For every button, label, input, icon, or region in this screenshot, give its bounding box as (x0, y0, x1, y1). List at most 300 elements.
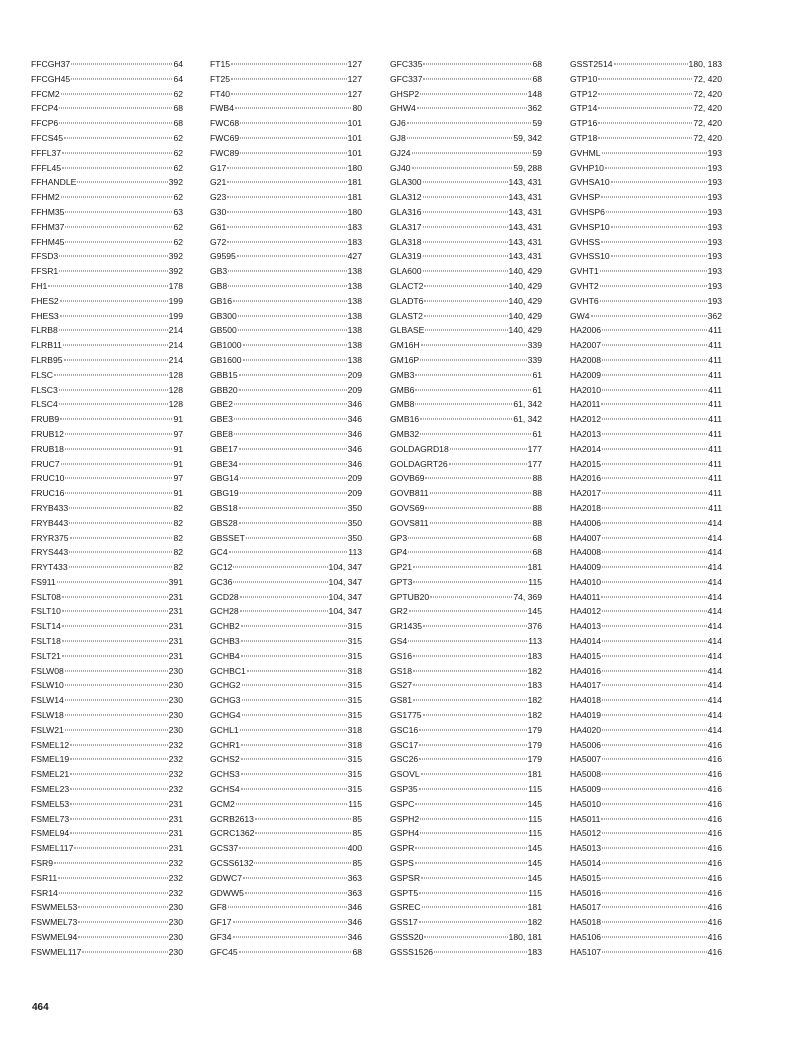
dot-leader (600, 271, 707, 272)
index-entry (210, 516, 362, 531)
index-entry (390, 442, 542, 457)
entry-page: 363 (347, 872, 362, 883)
entry-page: 59 (532, 147, 542, 158)
dot-leader (62, 626, 168, 627)
entry-page: 230 (168, 946, 183, 957)
index-entry (210, 871, 362, 886)
dot-leader (425, 478, 531, 479)
index-entry (210, 309, 362, 324)
entry-code: HA4009 (570, 562, 602, 573)
dot-leader (602, 611, 707, 612)
entry-page: 392 (168, 177, 183, 188)
entry-page: 411 (708, 384, 722, 395)
entry-page: 62 (173, 236, 183, 247)
dot-leader (70, 537, 173, 538)
entry-code: GCHG4 (210, 710, 241, 721)
dot-leader (60, 315, 168, 316)
entry-page: 182 (527, 710, 542, 721)
entry-page: 231 (168, 591, 183, 602)
index-entry (31, 397, 183, 412)
dot-leader (450, 448, 527, 449)
entry-page: 138 (347, 266, 362, 277)
dot-leader (611, 256, 707, 257)
entry-code: GVHSS10 (570, 251, 610, 262)
entry-code: GVHSP10 (570, 221, 610, 232)
index-entry (570, 323, 722, 338)
dot-leader (602, 789, 707, 790)
entry-page: 180, 183 (688, 59, 722, 69)
entry-page: 181 (347, 177, 362, 188)
index-entry (31, 353, 183, 368)
entry-page: 414 (707, 680, 722, 691)
entry-code: HA4020 (570, 724, 602, 735)
dot-leader (424, 300, 507, 301)
entry-code: GOLDAGRT26 (390, 458, 448, 469)
dot-leader (231, 93, 347, 94)
dot-leader (602, 937, 707, 938)
index-entry (570, 516, 722, 531)
dot-leader (59, 404, 168, 405)
entry-page: 61 (532, 428, 542, 439)
index-entry (390, 752, 542, 767)
entry-page: 181 (527, 769, 542, 780)
entry-page: 414 (707, 517, 722, 528)
index-entry (390, 235, 542, 250)
entry-page: 68 (173, 103, 183, 114)
entry-page: 315 (347, 650, 362, 661)
entry-page: 88 (532, 473, 542, 484)
entry-page: 62 (173, 132, 183, 143)
dot-leader (423, 256, 508, 257)
entry-code: GVHSP (570, 192, 601, 203)
dot-leader (602, 655, 707, 656)
entry-code: GLA316 (390, 206, 422, 217)
entry-code: FFCP4 (31, 103, 59, 114)
entry-page: 414 (707, 547, 722, 558)
entry-code: GJ8 (390, 132, 406, 143)
index-entry (210, 57, 362, 72)
index-entry (210, 708, 362, 723)
dot-leader (69, 522, 172, 523)
dot-leader (241, 655, 347, 656)
dot-leader (598, 108, 692, 109)
dot-leader (430, 493, 532, 494)
dot-leader (600, 285, 707, 286)
index-entry (390, 664, 542, 679)
index-entry (390, 161, 542, 176)
entry-code: FLSC4 (31, 399, 58, 410)
dot-leader (65, 729, 168, 730)
dot-leader (611, 182, 707, 183)
entry-code: GLA312 (390, 192, 422, 203)
entry-page: 183 (527, 650, 542, 661)
dot-leader (415, 404, 512, 405)
dot-leader (598, 123, 692, 124)
entry-code: GVHT2 (570, 280, 599, 291)
entry-code: GOVS811 (390, 517, 429, 528)
entry-code: GW4 (570, 310, 590, 321)
index-entry (210, 797, 362, 812)
entry-code: FFHM2 (31, 192, 60, 203)
entry-code: GCHS4 (210, 784, 240, 795)
entry-code: GSST2514 (570, 59, 613, 69)
entry-code: GSP35 (390, 784, 418, 795)
entry-code: GCHS2 (210, 754, 240, 765)
entry-page: 193 (707, 147, 722, 158)
entry-code: FLRB95 (31, 354, 63, 365)
dot-leader (602, 374, 707, 375)
index-entry (31, 249, 183, 264)
entry-page: 346 (347, 902, 362, 913)
index-entry (31, 457, 183, 472)
entry-code: HA5012 (570, 828, 602, 839)
index-entry (210, 427, 362, 442)
entry-page: 231 (168, 621, 183, 632)
index-entry (210, 175, 362, 190)
entry-page: 145 (527, 872, 542, 883)
dot-leader (407, 123, 532, 124)
entry-code: GSPSR (390, 872, 421, 883)
entry-code: GSC26 (390, 754, 419, 765)
entry-page: 391 (168, 576, 183, 587)
index-entry (210, 826, 362, 841)
dot-leader (233, 937, 347, 938)
entry-page: 411 (708, 458, 722, 469)
index-entry (390, 945, 542, 960)
entry-page: 232 (168, 784, 183, 795)
entry-page: 416 (707, 798, 722, 809)
entry-code: HA5015 (570, 872, 602, 883)
entry-code: FRUC7 (31, 458, 60, 469)
dot-leader (65, 226, 172, 227)
dot-leader (241, 759, 347, 760)
entry-code: GPT3 (390, 576, 413, 587)
index-entry (31, 442, 183, 457)
dot-leader (449, 463, 527, 464)
entry-page: 346 (347, 399, 362, 410)
dot-leader (601, 818, 706, 819)
dot-leader (65, 700, 168, 701)
index-entry (31, 604, 183, 619)
index-entry (390, 101, 542, 116)
entry-page: 209 (347, 369, 362, 380)
dot-leader (415, 389, 531, 390)
dot-leader (602, 641, 707, 642)
entry-code: GSREC (390, 902, 421, 913)
index-entry (31, 279, 183, 294)
dot-leader (602, 803, 707, 804)
entry-code: GS1775 (390, 710, 422, 721)
index-entry (570, 427, 722, 442)
entry-code: HA2010 (570, 384, 602, 395)
entry-code: HA2017 (570, 488, 602, 499)
dot-leader (233, 300, 347, 301)
entry-page: 411 (708, 399, 722, 410)
entry-page: 199 (168, 295, 183, 306)
index-entry (31, 723, 183, 738)
entry-page: 350 (347, 532, 362, 543)
entry-code: HA4011 (570, 591, 601, 602)
entry-page: 88 (532, 502, 542, 513)
dot-leader (227, 241, 346, 242)
dot-leader (602, 744, 707, 745)
dot-leader (239, 448, 347, 449)
entry-page: 138 (347, 295, 362, 306)
index-entry (210, 205, 362, 220)
entry-page: 85 (352, 828, 362, 839)
dot-leader (415, 848, 526, 849)
dot-leader (62, 611, 168, 612)
entry-code: G21 (210, 177, 227, 188)
entry-code: GB16 (210, 295, 232, 306)
entry-page: 68 (532, 59, 542, 69)
entry-page: 350 (347, 502, 362, 513)
entry-code: GSOVL (390, 769, 420, 780)
index-entry (570, 249, 722, 264)
index-entry (31, 545, 183, 560)
dot-leader (60, 300, 168, 301)
index-entry (390, 782, 542, 797)
dot-leader (423, 197, 508, 198)
dot-leader (602, 877, 707, 878)
index-entry (570, 486, 722, 501)
index-entry (31, 915, 183, 930)
index-entry (570, 72, 722, 87)
entry-code: GR1435 (390, 621, 423, 632)
entry-page: 179 (527, 724, 542, 735)
index-entry (31, 131, 183, 146)
dot-leader (62, 641, 168, 642)
entry-page: 145 (527, 858, 542, 869)
index-entry (210, 752, 362, 767)
index-entry (31, 516, 183, 531)
entry-code: HA5006 (570, 739, 602, 750)
dot-leader (423, 715, 527, 716)
entry-page: 104, 347 (328, 576, 362, 587)
dot-leader (602, 863, 707, 864)
entry-code: HA5017 (570, 902, 602, 913)
entry-code: GP4 (390, 547, 408, 558)
index-entry (31, 634, 183, 649)
index-entry (390, 87, 542, 102)
dot-leader (78, 937, 167, 938)
entry-code: GC4 (210, 547, 228, 558)
index-entry (390, 294, 542, 309)
index-entry (570, 841, 722, 856)
entry-page: 231 (168, 650, 183, 661)
entry-code: GOVB811 (390, 488, 429, 499)
entry-code: FHES3 (31, 310, 59, 321)
entry-page: 232 (168, 754, 183, 765)
entry-code: GBE3 (210, 414, 233, 425)
entry-page: 416 (707, 932, 722, 943)
entry-page: 416 (707, 843, 722, 854)
entry-code: FRYS443 (31, 547, 69, 558)
index-entry (570, 915, 722, 930)
entry-code: HA2015 (570, 458, 602, 469)
entry-code: HA4014 (570, 636, 602, 647)
entry-page: 414 (707, 591, 722, 602)
entry-page: 145 (527, 798, 542, 809)
index-entry (210, 161, 362, 176)
entry-page: 416 (707, 769, 722, 780)
dot-leader (241, 744, 347, 745)
entry-page: 193 (707, 295, 722, 306)
index-entry (390, 797, 542, 812)
entry-page: 193 (707, 236, 722, 247)
index-entry (31, 767, 183, 782)
dot-leader (598, 137, 692, 138)
dot-leader (602, 463, 707, 464)
entry-code: GP3 (390, 532, 408, 543)
dot-leader (236, 803, 347, 804)
dot-leader (602, 567, 707, 568)
index-entry (570, 131, 722, 146)
index-entry (570, 575, 722, 590)
index-entry (390, 738, 542, 753)
dot-leader (77, 182, 167, 183)
index-entry (390, 678, 542, 693)
entry-code: GBE34 (210, 458, 238, 469)
entry-code: GF17 (210, 917, 232, 928)
dot-leader (61, 93, 173, 94)
dot-leader (419, 789, 528, 790)
entry-page: 62 (173, 192, 183, 203)
entry-page: 63 (173, 206, 183, 217)
index-entry (31, 575, 183, 590)
entry-page: 315 (347, 680, 362, 691)
entry-page: 72, 420 (693, 103, 722, 114)
dot-leader (240, 493, 347, 494)
index-entry (570, 116, 722, 131)
dot-leader (78, 907, 167, 908)
entry-page: 339 (527, 354, 542, 365)
dot-leader (237, 256, 347, 257)
entry-code: GTP10 (570, 73, 598, 84)
entry-code: GLACT2 (390, 280, 424, 291)
index-entry (570, 412, 722, 427)
index-entry (390, 531, 542, 546)
entry-code: FFHM35 (31, 206, 65, 217)
dot-leader (601, 596, 706, 597)
entry-code: GJ40 (390, 162, 411, 173)
entry-page: 315 (347, 710, 362, 721)
dot-leader (71, 64, 172, 65)
dot-leader (415, 803, 526, 804)
index-entry (210, 693, 362, 708)
index-entry (570, 856, 722, 871)
index-entry (390, 841, 542, 856)
entry-code: GCH28 (210, 606, 239, 617)
index-entry (390, 279, 542, 294)
index-entry (570, 678, 722, 693)
index-entry (210, 649, 362, 664)
index-entry (570, 812, 722, 827)
entry-code: FWC68 (210, 118, 240, 129)
entry-code: HA5007 (570, 754, 602, 765)
dot-leader (239, 951, 352, 952)
index-entry (31, 856, 183, 871)
entry-page: 85 (352, 858, 362, 869)
dot-leader (59, 892, 168, 893)
entry-code: HA4015 (570, 650, 602, 661)
index-entry (210, 397, 362, 412)
entry-code: FRUB12 (31, 428, 64, 439)
entry-code: FLSC3 (31, 384, 58, 395)
entry-page: 232 (168, 872, 183, 883)
index-entry (570, 545, 722, 560)
entry-code: FSLT21 (31, 650, 61, 661)
dot-leader (424, 315, 508, 316)
entry-page: 414 (707, 710, 722, 721)
dot-leader (419, 922, 527, 923)
index-entry (31, 841, 183, 856)
entry-page: 232 (168, 887, 183, 898)
entry-code: GSPR (390, 843, 415, 854)
index-entry (31, 738, 183, 753)
index-entry (210, 531, 362, 546)
entry-code: FLSC (31, 369, 53, 380)
entry-page: 62 (173, 88, 183, 99)
index-entry (210, 723, 362, 738)
entry-page: 91 (173, 458, 183, 469)
dot-leader (65, 433, 172, 434)
entry-code: FFHANDLE (31, 177, 77, 188)
entry-page: 140, 429 (508, 295, 542, 306)
dot-leader (69, 552, 172, 553)
index-entry (31, 693, 183, 708)
dot-leader (78, 922, 167, 923)
entry-code: GCHB2 (210, 621, 240, 632)
index-entry (570, 649, 722, 664)
entry-page: 414 (707, 621, 722, 632)
dot-leader (233, 567, 327, 568)
dot-leader (65, 715, 168, 716)
entry-code: GJ24 (390, 147, 411, 158)
entry-page: 97 (173, 428, 183, 439)
entry-page: 115 (528, 828, 542, 839)
entry-code: GTP18 (570, 132, 598, 143)
entry-code: GBE17 (210, 443, 238, 454)
index-entry (210, 146, 362, 161)
entry-code: GMB3 (390, 369, 415, 380)
index-entry (570, 338, 722, 353)
entry-page: 91 (173, 414, 183, 425)
index-column-1 (31, 57, 183, 960)
entry-code: G9595 (210, 251, 236, 262)
dot-leader (242, 715, 347, 716)
entry-code: GLAST2 (390, 310, 423, 321)
index-entry (390, 812, 542, 827)
dot-leader (48, 285, 167, 286)
index-entry (570, 693, 722, 708)
index-entry (210, 323, 362, 338)
entry-code: GTP16 (570, 118, 598, 129)
entry-page: 214 (168, 325, 183, 336)
entry-page: 179 (527, 739, 542, 750)
entry-page: 230 (168, 665, 183, 676)
entry-code: GB1000 (210, 340, 242, 351)
index-entry (31, 812, 183, 827)
entry-page: 59, 342 (513, 132, 542, 143)
dot-leader (254, 863, 351, 864)
entry-page: 145 (527, 606, 542, 617)
entry-page: 318 (347, 739, 362, 750)
dot-leader (231, 78, 347, 79)
index-entry (390, 249, 542, 264)
entry-code: HA4016 (570, 665, 602, 676)
entry-code: GOVS69 (390, 502, 425, 513)
